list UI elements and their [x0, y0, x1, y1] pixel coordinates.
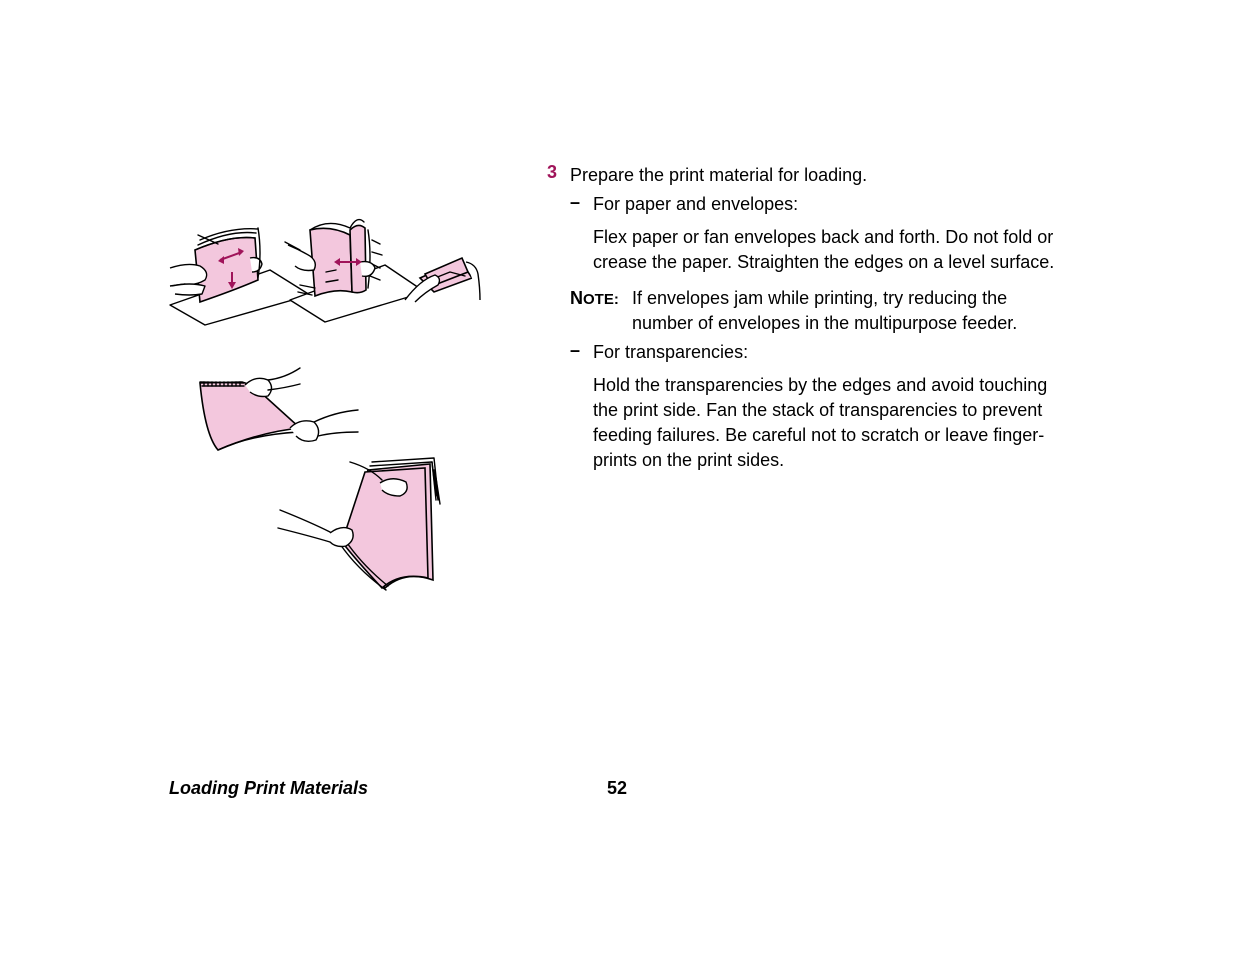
bullet-dash: – — [570, 192, 581, 212]
flex-paper-illustration — [170, 228, 310, 325]
transparencies-body-line-4: prints on the print sides. — [593, 450, 785, 470]
note-line-1: If envelopes jam while printing, try reducing the — [632, 288, 1008, 308]
fan-transparencies-illustration — [278, 458, 440, 590]
footer-section-title: Loading Print Materials — [169, 778, 369, 798]
note-label: NOTE: — [570, 288, 619, 308]
transparencies-body-line-3: feeding failures. Be careful not to scratch or leave finger- — [593, 425, 1045, 445]
note-line-2: number of envelopes in the multipurpose feeder. — [632, 313, 1018, 333]
hold-transparency-illustration — [200, 368, 358, 450]
paper-handling-illustrations — [150, 200, 495, 595]
paper-body-line-1: Flex paper or fan envelopes back and forth. Do not fold or — [593, 227, 1054, 247]
transparencies-body-line-2: the print side. Fan the stack of transparencies to prevent — [593, 400, 1043, 420]
paper-body-line-2: crease the paper. Straighten the edges on a level surface. — [593, 252, 1055, 272]
step-number: 3 — [547, 162, 558, 182]
transparencies-heading: For transparencies: — [593, 342, 749, 362]
step-instruction: Prepare the print material for loading. — [570, 165, 868, 185]
transparencies-body-line-1: Hold the transparencies by the edges and avoid touching — [593, 375, 1048, 395]
page-number: 52 — [607, 778, 628, 798]
fan-paper-illustration — [285, 220, 425, 322]
fan-envelopes-illustration — [405, 258, 480, 302]
bullet-dash: – — [570, 340, 581, 360]
paper-heading: For paper and envelopes: — [593, 194, 799, 214]
